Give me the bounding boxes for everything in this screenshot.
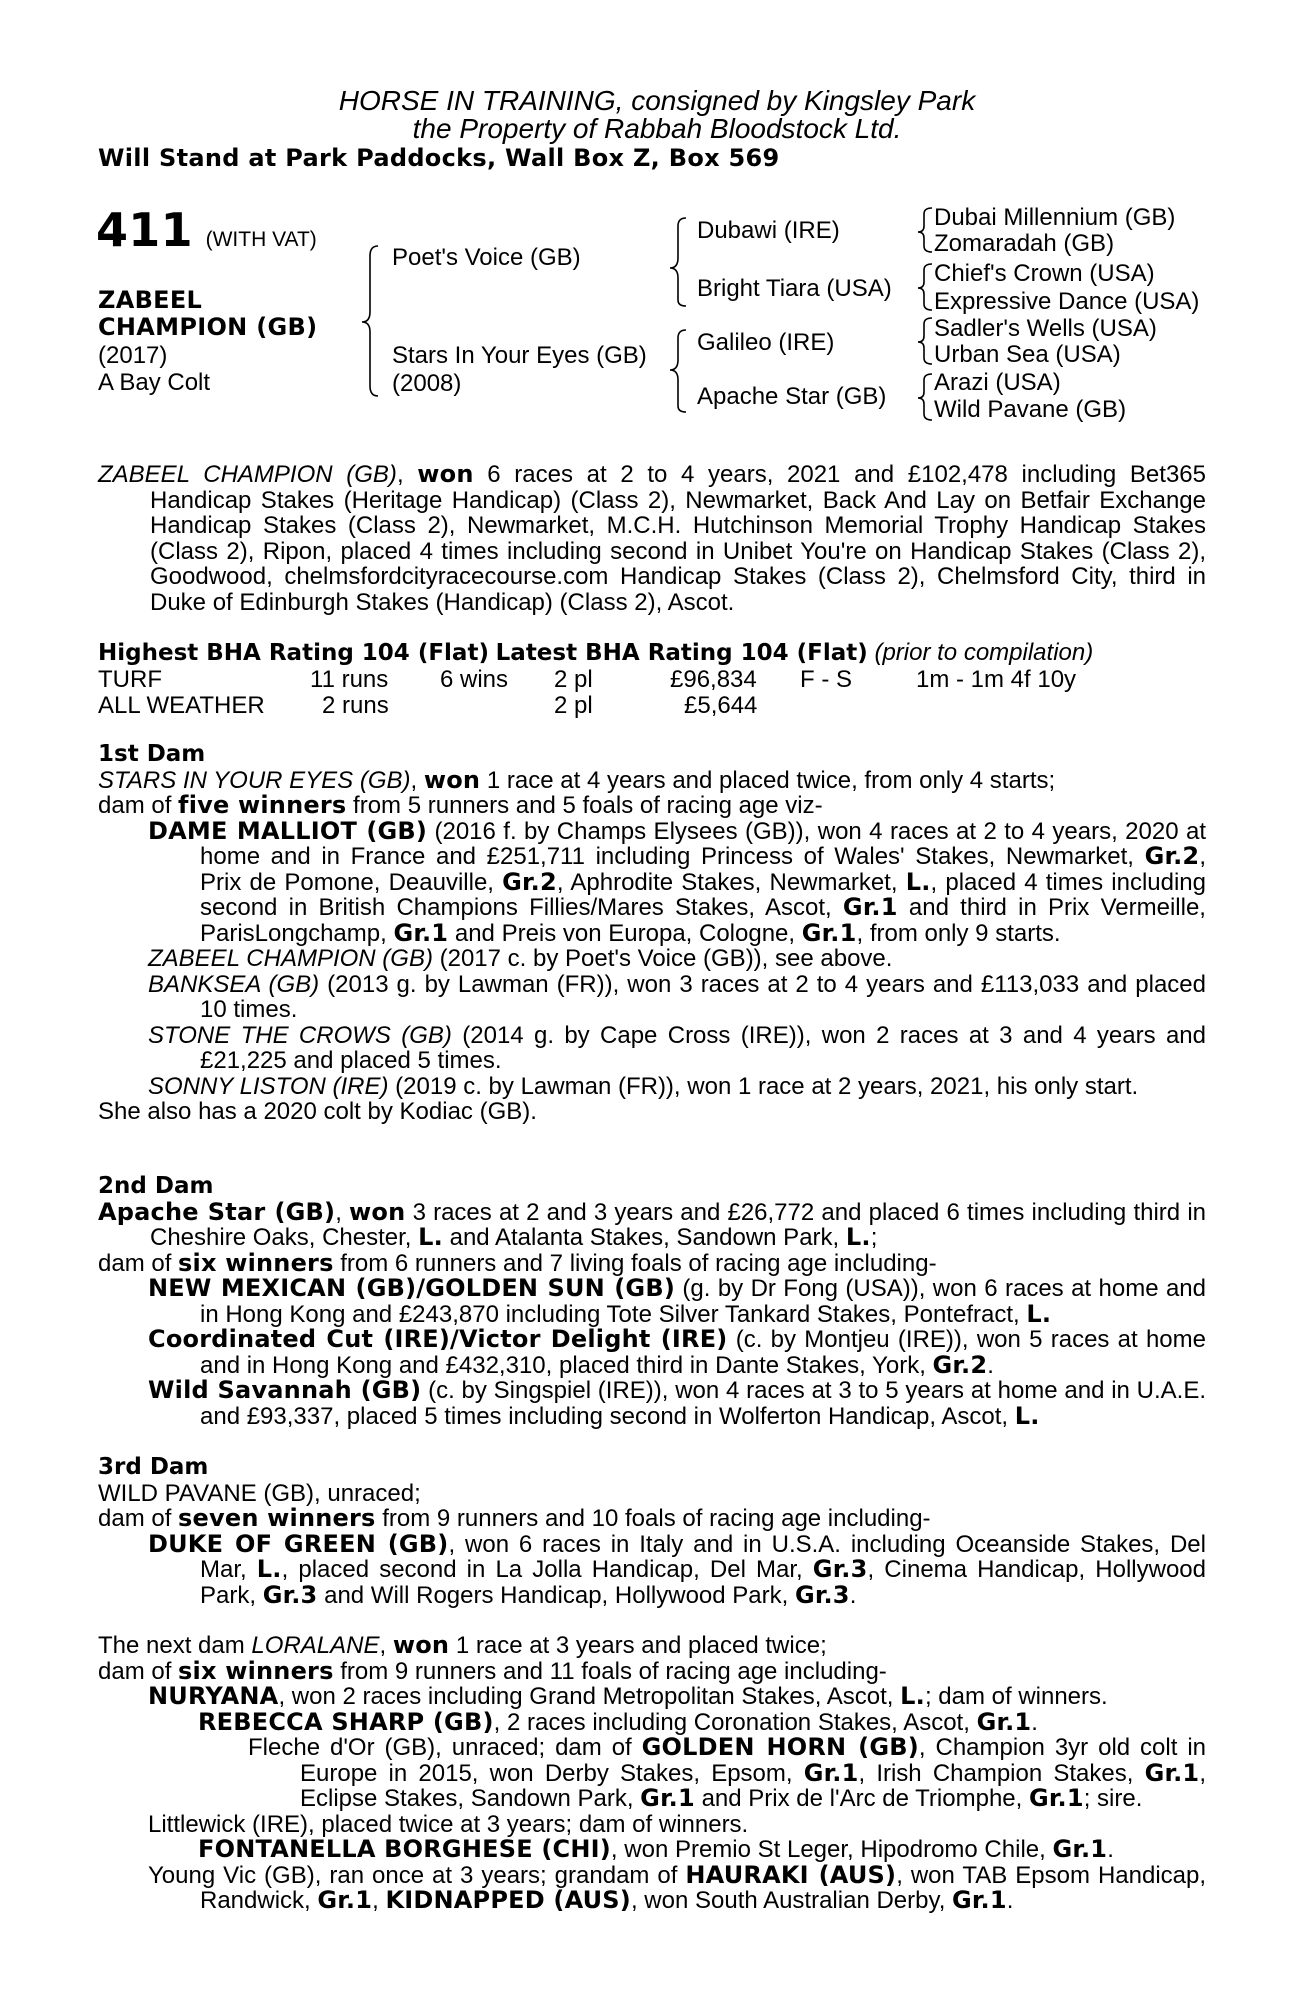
progeny-wild-savannah: Wild Savannah (GB) (c. by Singspiel (IRE)), won 4 races at 3 to 5 years at home and in U.A.E. and £93,337, placed 5 times including second in Wolferton Handicap, Ascot, L.	[148, 1376, 1207, 1430]
lot-description: A Bay Colt	[98, 369, 211, 396]
progeny-zabeel-champion: ZABEEL CHAMPION (GB) (2017 c. by Poet's Voice (GB)), see above.	[148, 945, 893, 972]
ped-dss: Sadler's Wells (USA)	[934, 315, 1157, 342]
summary-paragraph: ZABEEL CHAMPION (GB), won 6 races at 2 to 4 years, 2021 and £102,478 including Bet365 Handicap Stakes (Heritage Handicap) (Class 2), Newmarket, Back And Lay on Betfair Exchange Handicap Stakes (Class 2), Newmarket, M.C.H. Hutchinson Memorial Trophy Handicap Stakes (Class 2), Ripon, placed 4 times including second in Unibet You're on Handicap Stakes (Class 2), Goodwood, chelmsfordcityracecourse.com Handicap Stakes (Class 2), Chelmsford City, third in Duke of Edinburgh Stakes (Handicap) (Class 2), Ascot.	[98, 460, 1206, 616]
turf-row: TURF 11 runs 6 wins 2 pl £96,834 F - S 1m - 1m 4f 10y	[98, 665, 1077, 693]
progeny-littlewick: Littlewick (IRE), placed twice at 3 years; dam of winners.	[148, 1810, 749, 1838]
sire-dam: Bright Tiara (USA)	[697, 275, 892, 302]
sire-sire: Dubawi (IRE)	[697, 217, 840, 244]
progeny-nuryana: NURYANA, won 2 races including Grand Metropolitan Stakes, Ascot, L.; dam of winners.	[148, 1682, 1108, 1710]
lot-name-2: CHAMPION (GB)	[98, 313, 318, 341]
header-line-2: the Property of Rabbah Bloodstock Ltd.	[412, 113, 902, 144]
progeny-new-mexican: NEW MEXICAN (GB)/GOLDEN SUN (GB) (g. by Dr Fong (USA)), won 6 races at home and in Hong Kong and £243,870 including Tote Silver Tankard Stakes, Pontefract, L.	[148, 1274, 1206, 1328]
vat-note: (WITH VAT)	[205, 228, 317, 251]
ped-sdd: Expressive Dance (USA)	[934, 288, 1200, 315]
second-dam-heading: 2nd Dam	[98, 1173, 214, 1199]
header-line-3: Will Stand at Park Paddocks, Wall Box Z, Box 569	[98, 144, 780, 172]
next-dam-section: The next dam LORALANE, won 1 race at 3 years and placed twice; dam of six winners from 9 runners and 11 foals of racing age including- NURYANA, won 2 races including Grand Metropolitan Stakes, Ascot, L.; dam of winners. REBECCA SHARP (GB), 2 races including Coronation Stakes, Ascot, Gr.1. Fleche d'Or (GB), unraced; dam of GOLDEN HORN (GB), Champion 3yr old colt in Europe in 2015, won Derby Stakes, Epsom, Gr.1, Irish Champion Stakes, Gr.1, Eclipse Stakes, Sandown Park, Gr.1 and Prix de l'Arc de Triomphe, Gr.1; sire. Littlewick (IRE), placed twice at 3 years; dam of winners. FONTANELLA BORGHESE (CHI), won Premio St Leger, Hipodromo Chile, Gr.1. Young Vic (GB), ran once at 3 years; grandam of HAURAKI (AUS), won TAB Epsom Handicap, Randwick, Gr.1, KIDNAPPED (AUS), won South Australian Derby, Gr.1.	[98, 1633, 1206, 1914]
progeny-duke-of-green: DUKE OF GREEN (GB), won 6 races in Italy and in U.S.A. including Oceanside Stakes, Del Mar, L., placed second in La Jolla Handicap, Del Mar, Gr.3, Cinema Handicap, Hollywood Park, Gr.3 and Will Rogers Handicap, Hollywood Park, Gr.3.	[148, 1529, 1206, 1609]
ped-sds: Chief's Crown (USA)	[934, 260, 1155, 287]
dam-sire: Galileo (IRE)	[697, 329, 835, 356]
lot-number: 411	[96, 203, 193, 257]
latest-rating: Latest BHA Rating 104 (Flat)	[495, 640, 868, 666]
all-weather-row: ALL WEATHER 2 runs 2 pl £5,644	[98, 691, 758, 719]
header-line-1: HORSE IN TRAINING, consigned by Kingsley Park	[338, 85, 976, 116]
first-dam-heading: 1st Dam	[98, 741, 206, 767]
rating-note: (prior to compilation)	[874, 639, 1094, 666]
progeny-fontanella-borghese: FONTANELLA BORGHESE (CHI), won Premio St Leger, Hipodromo Chile, Gr.1.	[198, 1835, 1114, 1863]
ped-ssd: Zomaradah (GB)	[934, 230, 1115, 257]
highest-rating: Highest BHA Rating 104 (Flat)	[98, 640, 489, 666]
progeny-rebecca-sharp: REBECCA SHARP (GB), 2 races including Coronation Stakes, Ascot, Gr.1.	[198, 1707, 1038, 1736]
ped-ddd: Wild Pavane (GB)	[934, 396, 1127, 423]
ped-sss: Dubai Millennium (GB)	[934, 204, 1176, 231]
progeny-coordinated-cut: Coordinated Cut (IRE)/Victor Delight (IRE) (c. by Montjeu (IRE)), won 5 races at home and in Hong Kong and £432,310, placed third in Dante Stakes, York, Gr.2.	[148, 1325, 1206, 1379]
progeny-sonny-liston: SONNY LISTON (IRE) (2019 c. by Lawman (FR)), won 1 race at 2 years, 2021, his only start.	[148, 1072, 1139, 1100]
progeny-banksea: BANKSEA (GB) (2013 g. by Lawman (FR)), won 3 races at 2 to 4 years and £113,033 and placed 10 times.	[148, 970, 1206, 1023]
third-dam-section: 3rd Dam WILD PAVANE (GB), unraced; dam of seven winners from 9 runners and 10 foals of racing age including- DUKE OF GREEN (GB), won 6 races in Italy and in U.S.A. including Oceanside Stakes, Del Mar, L., placed second in La Jolla Handicap, Del Mar, Gr.3, Cinema Handicap, Hollywood Park, Gr.3 and Will Rogers Handicap, Hollywood Park, Gr.3.	[98, 1454, 1206, 1609]
sire: Poet's Voice (GB)	[392, 244, 581, 271]
also-note: She also has a 2020 colt by Kodiac (GB).	[98, 1098, 537, 1125]
progeny-young-vic: Young Vic (GB), ran once at 3 years; grandam of HAURAKI (AUS), won TAB Epsom Handicap, Randwick, Gr.1, KIDNAPPED (AUS), won South Australian Derby, Gr.1.	[148, 1860, 1207, 1914]
dam: Stars In Your Eyes (GB)	[392, 342, 647, 369]
progeny-fleche-dor: Fleche d'Or (GB), unraced; dam of GOLDEN HORN (GB), Champion 3yr old colt in Europe in 2015, won Derby Stakes, Epsom, Gr.1, Irish Champion Stakes, Gr.1, Eclipse Stakes, Sandown Park, Gr.1 and Prix de l'Arc de Triomphe, Gr.1; sire.	[248, 1733, 1207, 1812]
race-record	[98, 462, 1206, 615]
dam-dam: Apache Star (GB)	[697, 383, 887, 410]
first-dam-section: 1st Dam STARS IN YOUR EYES (GB), won 1 race at 4 years and placed twice, from only 4 starts; dam of five winners from 5 runners and 5 foals of racing age viz- DAME MALLIOT (GB) (2016 f. by Champs Elysees (GB)), won 4 races at 2 to 4 years, 2020 at home and in France and £251,711 including Princess of Wales' Stakes, Newmarket, Gr.2, Prix de Pomone, Deauville, Gr.2, Aphrodite Stakes, Newmarket, L., placed 4 times including second in British Champions Fillies/Mares Stakes, Ascot, Gr.1 and third in Prix Vermeille, ParisLongchamp, Gr.1 and Preis von Europa, Cologne, Gr.1, from only 9 starts. ZABEEL CHAMPION (GB) (2017 c. by Poet's Voice (GB)), see above. BANKSEA (GB) (2013 g. by Lawman (FR)), won 3 races at 2 to 4 years and £113,033 and placed 10 times. STONE THE CROWS (GB) (2014 g. by Cape Cross (IRE)), won 2 races at 3 and 4 years and £21,225 and placed 5 times. SONNY LISTON (IRE) (2019 c. by Lawman (FR)), won 1 race at 2 years, 2021, his only start. She also has a 2020 colt by Kodiac (GB).	[98, 741, 1207, 1125]
dam-year: (2008)	[392, 370, 462, 397]
lot-name-1: ZABEEL	[98, 286, 203, 314]
ped-dsd: Urban Sea (USA)	[934, 341, 1121, 368]
ratings	[98, 640, 1206, 719]
ped-dds: Arazi (USA)	[934, 369, 1061, 396]
progeny-dame-malliot: DAME MALLIOT (GB) (2016 f. by Champs Elysees (GB)), won 4 races at 2 to 4 years, 2020 at home and in France and £251,711 including Princess of Wales' Stakes, Newmarket, Gr.2, Prix de Pomone, Deauville, Gr.2, Aphrodite Stakes, Newmarket, L., placed 4 times including second in British Champions Fillies/Mares Stakes, Ascot, Gr.1 and third in Prix Vermeille, ParisLongchamp, Gr.1 and Preis von Europa, Cologne, Gr.1, from only 9 starts.	[148, 816, 1207, 947]
progeny-stone-the-crows: STONE THE CROWS (GB) (2014 g. by Cape Cross (IRE)), won 2 races at 3 and 4 years and £21,225 and placed 5 times.	[148, 1021, 1206, 1074]
third-dam-heading: 3rd Dam	[98, 1454, 209, 1480]
second-dam-section: 2nd Dam Apache Star (GB), won 3 races at 2 and 3 years and £26,772 and placed 6 times including third in Cheshire Oaks, Chester, L. and Atalanta Stakes, Sandown Park, L.; dam of six winners from 6 runners and 7 living foals of racing age including- NEW MEXICAN (GB)/GOLDEN SUN (GB) (g. by Dr Fong (USA)), won 6 races at home and in Hong Kong and £243,870 including Tote Silver Tankard Stakes, Pontefract, L. Coordinated Cut (IRE)/Victor Delight (IRE) (c. by Montjeu (IRE)), won 5 races at home and in Hong Kong and £432,310, placed third in Dante Stakes, York, Gr.2. Wild Savannah (GB) (c. by Singspiel (IRE)), won 4 races at 3 to 5 years at home and in U.A.E. and £93,337, placed 5 times including second in Wolferton Handicap, Ascot, L.	[98, 1173, 1207, 1430]
lot-year: (2017)	[98, 342, 168, 369]
